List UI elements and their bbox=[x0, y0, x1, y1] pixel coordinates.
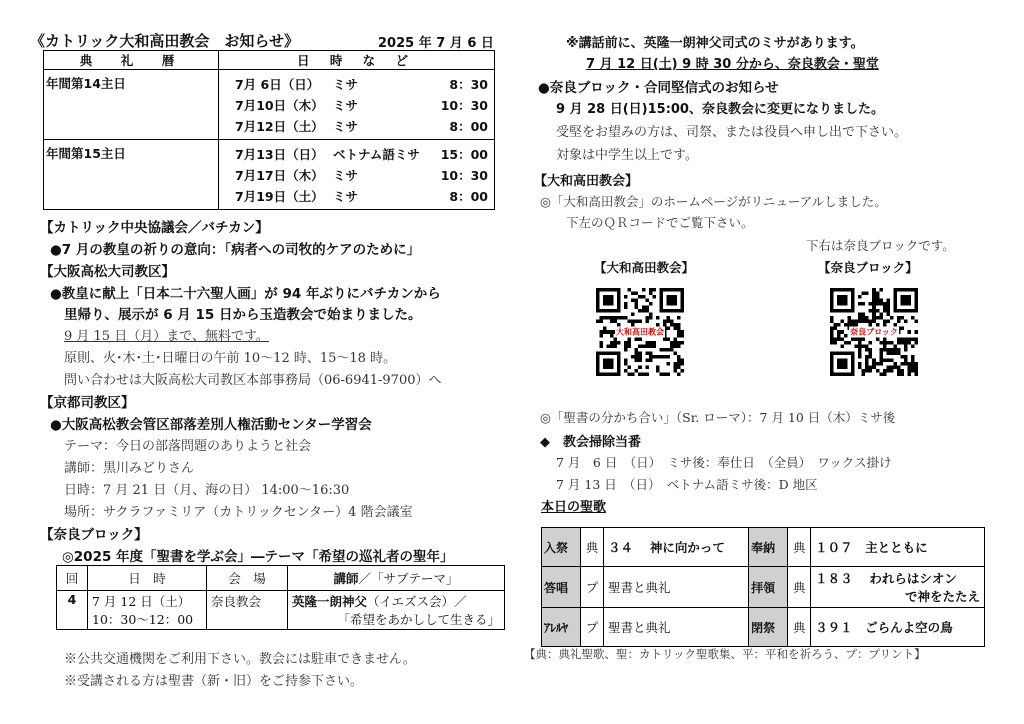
note-transport: ※公共交通機関をご利用下さい。教会には駐車できません。 bbox=[64, 652, 416, 667]
hymns-heading: 本日の聖歌 bbox=[541, 500, 607, 515]
exhibit-contact: 問い合わせは大阪高松大司教区本部事務局（06-6941-9700）へ bbox=[64, 373, 442, 388]
table-row: 答唱 プ 聖書と典礼 拝領 典 １８３ われらはシオン で神をたたえ bbox=[542, 567, 985, 608]
study-place: 場所：サクラファミリア（カトリックセンター）4 階会議室 bbox=[64, 505, 413, 520]
week-row bbox=[44, 70, 495, 140]
service-item: 7月 6日（日） ミサ 8：30 bbox=[235, 76, 488, 92]
session-number: 4 bbox=[57, 591, 88, 630]
section-heading-yamatotakada: 【大和高田教会】 bbox=[534, 174, 639, 189]
bible-study-table bbox=[56, 565, 505, 630]
table-row bbox=[57, 591, 505, 630]
section-heading-kyoto: 【京都司教区】 bbox=[40, 395, 135, 411]
study-speaker: 講師：黒川みどりさん bbox=[64, 461, 195, 476]
study-theme: テーマ：今日の部落問題のありようと社会 bbox=[64, 439, 312, 454]
session-datetime: 7 月 12 日（土） 10：30～12：00 bbox=[88, 591, 207, 630]
qr-code-yamatotakada[interactable]: 大和高田教会 bbox=[596, 288, 684, 376]
note-bible: ※受講される方は聖書（新・旧）をご持参下さい。 bbox=[64, 674, 364, 689]
study-datetime: 日時：7 月 21 日（月、海の日） 14:00～16:30 bbox=[64, 483, 350, 498]
qr-code-nara[interactable]: 奈良ブロック bbox=[830, 288, 918, 376]
hymn-legend: 【典：典礼聖歌、聖：カトリック聖歌集、平：平和を祈ろう、プ：プリント】 bbox=[524, 647, 926, 661]
section-heading-vatican: 【カトリック中央協議会／バチカン】 bbox=[40, 220, 269, 236]
qr-caption-yamatotakada: 【大和高田教会】 bbox=[594, 260, 695, 275]
issue-date: 2025 年 7 月 6 日 bbox=[378, 36, 494, 51]
homepage-line1: ◎「大和高田教会」のホームページがリニューアルしました。 bbox=[540, 194, 887, 209]
cleaning-heading: ◆ 教会掃除当番 bbox=[540, 435, 641, 450]
col-liturgical-calendar: 典 礼 暦 bbox=[44, 51, 219, 70]
exhibit-hours: 原則、火･木･土･日曜日の午前 10～12 時、15～18 時。 bbox=[64, 351, 397, 366]
page-title: 《カトリック大和高田教会 お知らせ》 bbox=[30, 32, 299, 50]
col-schedule: 日 時 な ど bbox=[219, 51, 495, 70]
hymn-table bbox=[541, 527, 985, 647]
cleaning-duty-2: 7 月 13 日 （日） ベトナム語ミサ後：D 地区 bbox=[556, 477, 818, 492]
service-item: 7月10日（木） ミサ 10：30 bbox=[235, 97, 488, 113]
exhibit-line1: ●教皇に献上「日本二十六聖人画」が 94 年ぶりにバチカンから bbox=[50, 286, 441, 302]
confirmation-apply: 受堅をお望みの方は、司祭、または役員へ申し出で下さい。 bbox=[556, 125, 908, 140]
confirmation-target: 対象は中学生以上です。 bbox=[556, 148, 698, 163]
mass-detail: 7 月 12 日(土) 9 時 30 分から、奈良教会・聖堂 bbox=[586, 57, 879, 72]
table-row: ｱﾚﾙﾔ プ 聖書と典礼 閉祭 典 ３９１ ごらんよ空の鳥 bbox=[542, 608, 985, 647]
exhibit-line2: 里帰り、展示が 6 月 15 日から玉造教会で始まりました。 bbox=[64, 307, 422, 323]
study-meeting-title: ●大阪高松教会管区部落差別人権活動センター学習会 bbox=[50, 417, 372, 433]
section-heading-osaka: 【大阪高松大司教区】 bbox=[40, 264, 175, 280]
service-item: 7月17日（木） ミサ 10：30 bbox=[235, 167, 488, 183]
section-heading-nara: 【奈良ブロック】 bbox=[40, 527, 148, 543]
week-name: 年間第14主日 bbox=[44, 70, 219, 140]
week-services bbox=[219, 70, 495, 140]
week-row bbox=[44, 140, 495, 210]
col-datetime: 日 時 bbox=[88, 566, 207, 591]
session-venue: 奈良教会 bbox=[207, 591, 288, 630]
confirmation-change: 9 月 28 日(日)15:00、奈良教会に変更になりました。 bbox=[556, 102, 884, 117]
col-venue: 会 場 bbox=[207, 566, 288, 591]
service-item: 7月13日（日） ベトナム語ミサ 15：00 bbox=[235, 146, 488, 162]
homepage-line2: 下左のＱＲコードでご覧下さい。 bbox=[566, 215, 754, 230]
mass-note: ※講話前に、英隆一朗神父司式のミサがあります。 bbox=[566, 36, 864, 51]
confirmation-heading: ●奈良ブロック・合同堅信式のお知らせ bbox=[538, 80, 779, 96]
col-speaker: 講師／「サブテーマ」 bbox=[288, 566, 505, 591]
qr-caption-nara: 【奈良ブロック】 bbox=[818, 260, 918, 275]
week-services bbox=[219, 140, 495, 210]
prayer-intention: ●7 月の教皇の祈りの意向：「病者への司牧的ケアのために」 bbox=[50, 242, 421, 258]
col-number: 回 bbox=[57, 566, 88, 591]
liturgy-schedule-table bbox=[43, 50, 495, 210]
service-item: 7月19日（土） ミサ 8：00 bbox=[235, 188, 488, 204]
exhibit-until: 9 月 15 日（月）まで、無料です。 bbox=[64, 329, 269, 344]
service-item: 7月12日（土） ミサ 8：00 bbox=[235, 118, 488, 134]
session-speaker: 英隆一朗神父（イエズス会）／ 「希望をあかしして生きる」 bbox=[288, 591, 505, 630]
week-name: 年間第15主日 bbox=[44, 140, 219, 210]
homepage-line3: 下右は奈良ブロックです。 bbox=[806, 238, 955, 253]
cleaning-duty-1: 7 月 6 日 （日） ミサ後：奉仕日 （全員） ワックス掛け bbox=[556, 455, 892, 470]
bible-sharing: ◎「聖書の分かち合い」（Sr. ローマ）：7 月 10 日（木）ミサ後 bbox=[540, 410, 896, 425]
table-row: 入祭 典 ３４ 神に向かって 奉納 典 １０７ 主とともに bbox=[542, 528, 985, 567]
bible-study-title: ◎2025 年度「聖書を学ぶ会」―テーマ「希望の巡礼者の聖年」 bbox=[62, 549, 454, 565]
